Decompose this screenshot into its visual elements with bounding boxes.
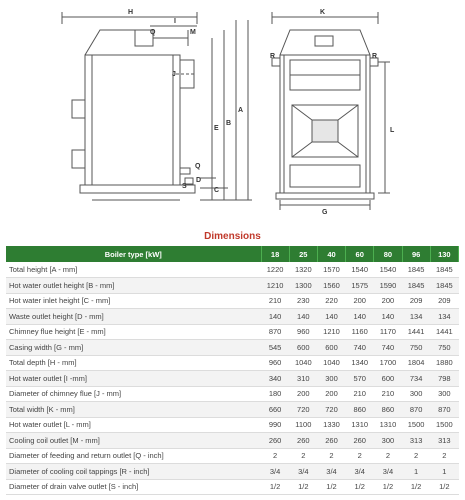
value-cell: 140 — [261, 309, 289, 325]
value-cell: 1880 — [430, 355, 458, 371]
value-cell: 740 — [374, 340, 402, 356]
table-row — [6, 386, 459, 402]
table-row — [6, 402, 459, 418]
value-cell: 1845 — [402, 262, 430, 278]
value-cell: 990 — [261, 417, 289, 433]
value-cell: 1160 — [346, 324, 374, 340]
value-cell: 1845 — [430, 262, 458, 278]
header-power-col: 25 — [289, 246, 317, 262]
value-cell: 1170 — [374, 324, 402, 340]
table-row — [6, 417, 459, 433]
value-cell: 1500 — [430, 417, 458, 433]
dim-label-r-right: R — [372, 53, 378, 60]
value-cell: 260 — [317, 433, 345, 449]
value-cell: 310 — [289, 371, 317, 387]
table-row — [6, 340, 459, 356]
table-header-row — [6, 246, 459, 262]
table-row — [6, 433, 459, 449]
table-row — [6, 464, 459, 480]
value-cell: 734 — [402, 371, 430, 387]
section-title: Dimensions — [204, 231, 261, 242]
value-cell: 1/2 — [402, 479, 430, 495]
row-label: Hot water outlet [L - mm] — [6, 417, 261, 433]
value-cell: 2 — [261, 448, 289, 464]
dim-label-b: B — [226, 120, 232, 127]
table-row — [6, 278, 459, 294]
value-cell: 140 — [289, 309, 317, 325]
value-cell: 960 — [261, 355, 289, 371]
value-cell: 2 — [430, 448, 458, 464]
value-cell: 3/4 — [374, 464, 402, 480]
dim-label-g: G — [322, 209, 328, 216]
value-cell: 300 — [317, 371, 345, 387]
row-label: Total width [K - mm] — [6, 402, 261, 418]
value-cell: 798 — [430, 371, 458, 387]
value-cell: 313 — [402, 433, 430, 449]
dim-label-j: J — [172, 71, 176, 78]
value-cell: 1330 — [317, 417, 345, 433]
value-cell: 1/2 — [289, 479, 317, 495]
row-label: Diameter of chimney flue [J - mm] — [6, 386, 261, 402]
dim-label-r-left: R — [270, 53, 276, 60]
value-cell: 2 — [317, 448, 345, 464]
row-label: Waste outlet height [D - mm] — [6, 309, 261, 325]
value-cell: 1040 — [289, 355, 317, 371]
value-cell: 600 — [289, 340, 317, 356]
value-cell: 140 — [346, 309, 374, 325]
row-label: Diameter of cooling coil tappings [R - inch] — [6, 464, 261, 480]
value-cell: 3/4 — [261, 464, 289, 480]
value-cell: 140 — [317, 309, 345, 325]
value-cell: 570 — [346, 371, 374, 387]
value-cell: 750 — [402, 340, 430, 356]
dim-label-l: L — [390, 127, 395, 134]
value-cell: 200 — [289, 386, 317, 402]
value-cell: 1575 — [346, 278, 374, 294]
value-cell: 1500 — [402, 417, 430, 433]
value-cell: 313 — [430, 433, 458, 449]
value-cell: 210 — [261, 293, 289, 309]
row-label: Hot water outlet height [B - mm] — [6, 278, 261, 294]
header-power-col: 40 — [317, 246, 345, 262]
value-cell: 1300 — [289, 278, 317, 294]
table-row — [6, 309, 459, 325]
value-cell: 870 — [261, 324, 289, 340]
value-cell: 1 — [402, 464, 430, 480]
header-boiler-type: Boiler type [kW] — [6, 246, 261, 262]
value-cell: 2 — [346, 448, 374, 464]
dim-label-m: M — [190, 29, 196, 36]
value-cell: 2 — [374, 448, 402, 464]
row-label: Chimney flue height [E - mm] — [6, 324, 261, 340]
value-cell: 860 — [346, 402, 374, 418]
value-cell: 260 — [261, 433, 289, 449]
value-cell: 960 — [289, 324, 317, 340]
value-cell: 220 — [317, 293, 345, 309]
header-power-col: 18 — [261, 246, 289, 262]
value-cell: 210 — [374, 386, 402, 402]
value-cell: 300 — [430, 386, 458, 402]
value-cell: 1 — [430, 464, 458, 480]
value-cell: 1845 — [430, 278, 458, 294]
value-cell: 870 — [402, 402, 430, 418]
value-cell: 1441 — [402, 324, 430, 340]
value-cell: 1/2 — [430, 479, 458, 495]
value-cell: 545 — [261, 340, 289, 356]
value-cell: 1540 — [346, 262, 374, 278]
value-cell: 1/2 — [317, 479, 345, 495]
value-cell: 720 — [289, 402, 317, 418]
value-cell: 1/2 — [374, 479, 402, 495]
value-cell: 260 — [289, 433, 317, 449]
dim-label-s: S — [182, 183, 187, 190]
value-cell: 209 — [430, 293, 458, 309]
value-cell: 1040 — [317, 355, 345, 371]
value-cell: 1540 — [374, 262, 402, 278]
header-power-col: 96 — [402, 246, 430, 262]
header-power-col: 60 — [346, 246, 374, 262]
table-row — [6, 371, 459, 387]
value-cell: 180 — [261, 386, 289, 402]
table-row — [6, 262, 459, 278]
value-cell: 1320 — [289, 262, 317, 278]
value-cell: 660 — [261, 402, 289, 418]
table-row — [6, 448, 459, 464]
table-row — [6, 293, 459, 309]
dim-label-q-bottom: Q — [195, 163, 201, 170]
value-cell: 1210 — [261, 278, 289, 294]
value-cell: 260 — [346, 433, 374, 449]
row-label: Cooling coil outlet [M - mm] — [6, 433, 261, 449]
value-cell: 3/4 — [346, 464, 374, 480]
value-cell: 600 — [374, 371, 402, 387]
value-cell: 1210 — [317, 324, 345, 340]
value-cell: 740 — [346, 340, 374, 356]
value-cell: 1220 — [261, 262, 289, 278]
header-power-col: 130 — [430, 246, 458, 262]
value-cell: 1310 — [374, 417, 402, 433]
value-cell: 300 — [402, 386, 430, 402]
value-cell: 1340 — [346, 355, 374, 371]
value-cell: 134 — [402, 309, 430, 325]
dim-label-q-top: Q — [150, 29, 156, 36]
value-cell: 230 — [289, 293, 317, 309]
boiler-technical-drawing — [0, 0, 465, 232]
value-cell: 1310 — [346, 417, 374, 433]
value-cell: 870 — [430, 402, 458, 418]
value-cell: 600 — [317, 340, 345, 356]
value-cell: 1804 — [402, 355, 430, 371]
value-cell: 1441 — [430, 324, 458, 340]
value-cell: 1100 — [289, 417, 317, 433]
value-cell: 1/2 — [261, 479, 289, 495]
dim-label-i: I — [174, 18, 176, 25]
row-label: Hot water outlet [I -mm] — [6, 371, 261, 387]
table-row — [6, 355, 459, 371]
dim-label-h: H — [128, 9, 134, 16]
value-cell: 200 — [346, 293, 374, 309]
value-cell: 750 — [430, 340, 458, 356]
value-cell: 210 — [346, 386, 374, 402]
row-label: Hot water inlet height [C - mm] — [6, 293, 261, 309]
table-row — [6, 479, 459, 495]
dim-label-e: E — [214, 125, 219, 132]
value-cell: 134 — [430, 309, 458, 325]
value-cell: 3/4 — [289, 464, 317, 480]
row-label: Diameter of drain valve outlet [S - inch] — [6, 479, 261, 495]
value-cell: 1700 — [374, 355, 402, 371]
dim-label-c: C — [214, 187, 220, 194]
row-label: Total height [A - mm] — [6, 262, 261, 278]
value-cell: 200 — [317, 386, 345, 402]
value-cell: 1590 — [374, 278, 402, 294]
dimensions-table — [6, 246, 459, 495]
value-cell: 860 — [374, 402, 402, 418]
row-label: Diameter of feeding and return outlet [Q - inch] — [6, 448, 261, 464]
value-cell: 340 — [261, 371, 289, 387]
value-cell: 2 — [289, 448, 317, 464]
value-cell: 200 — [374, 293, 402, 309]
value-cell: 1845 — [402, 278, 430, 294]
value-cell: 1560 — [317, 278, 345, 294]
dim-label-k: K — [320, 9, 326, 16]
value-cell: 3/4 — [317, 464, 345, 480]
table-row — [6, 324, 459, 340]
value-cell: 1570 — [317, 262, 345, 278]
value-cell: 1/2 — [346, 479, 374, 495]
value-cell: 300 — [374, 433, 402, 449]
row-label: Total depth [H - mm] — [6, 355, 261, 371]
value-cell: 2 — [402, 448, 430, 464]
value-cell: 720 — [317, 402, 345, 418]
value-cell: 209 — [402, 293, 430, 309]
dim-label-a: A — [238, 107, 244, 114]
header-power-col: 80 — [374, 246, 402, 262]
value-cell: 140 — [374, 309, 402, 325]
dim-label-d: D — [196, 177, 202, 184]
row-label: Casing width [G - mm] — [6, 340, 261, 356]
